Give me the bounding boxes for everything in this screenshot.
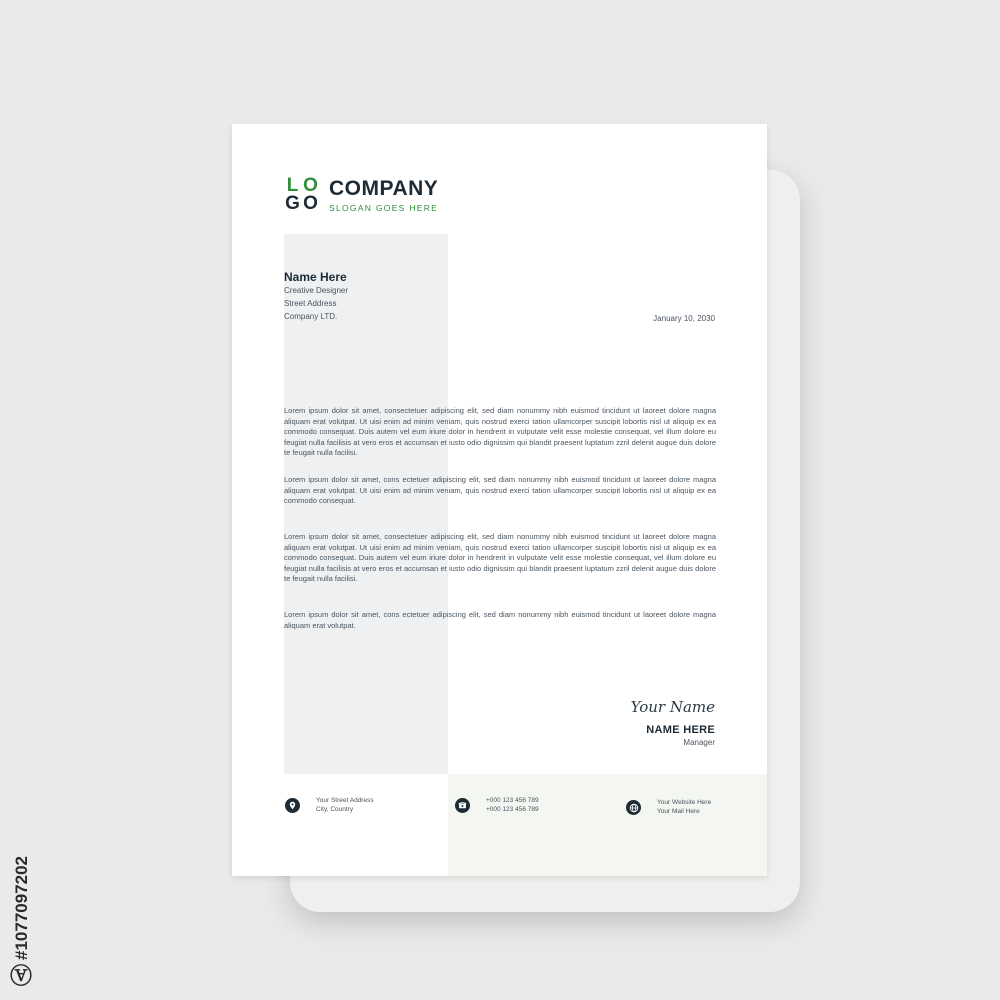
body-paragraph: Lorem ipsum dolor sit amet, cons ectetuer adipiscing elit, sed diam nonummy nibh euismod tincidunt ut laoreet dolore magna aliquam erat volutpat. Ut uisi enim ad minim veniam, quis nostrud exerci tation ullamcorper suscipit lobortis nisl ut aliquip ex ea commodo consequat. <box>284 475 716 506</box>
recipient-company: Company LTD. <box>284 312 338 321</box>
company-name: COMPANY <box>329 177 439 200</box>
phone-icon <box>455 798 470 813</box>
globe-icon <box>626 800 641 815</box>
footer-phone-line: +000 123 456 789 <box>486 805 539 813</box>
body-paragraph: Lorem ipsum dolor sit amet, consectetuer adipiscing elit, sed diam nonummy nibh euismod tincidunt ut laoreet dolore magna aliquam erat volutpat. Ut uisi enim ad minim veniam, quis nostrud exerci tation ullamcorper suscipit lobortis nisl ut aliquip ex ea commodo consequat. Duis autem vel eum iriure dolor in hendrerit in vulputate velit esse molestie consequat, vel illum dolore eu feugiat nulla facilisis at vero eros et accumsan et iusto odio dignissim qui blandit praesent luptatum zzril delenit augue duis dolore te feugait nulla facilisi. <box>284 406 716 458</box>
company-logo <box>284 177 320 213</box>
stock-brand-logo: Ⓐ <box>9 964 35 986</box>
letter-date: January 10, 2030 <box>653 314 715 323</box>
footer-web <box>657 799 711 816</box>
footer-web-line: Your Mail Here <box>657 807 700 815</box>
stock-watermark-id <box>9 751 35 986</box>
letterhead-sheet <box>232 124 767 876</box>
logo-letter: L <box>286 175 299 196</box>
logo-letter: G <box>285 193 300 214</box>
stock-image-id: #1077097202 <box>12 855 31 960</box>
location-pin-icon <box>285 798 300 813</box>
footer-panel-right <box>448 774 767 876</box>
body-paragraph: Lorem ipsum dolor sit amet, consectetuer adipiscing elit, sed diam nonummy nibh euismod tincidunt ut laoreet dolore magna aliquam erat volutpat. Ut uisi enim ad minim veniam, quis nostrud exerci tation ullamcorper suscipit lobortis nisl ut aliquip ex ea commodo consequat. Duis autem vel eum iriure dolor in hendrerit in vulputate velit esse molestie consequat, vel illum dolore eu feugiat nulla facilisis at vero eros et accumsan et iusto odio dignissim qui blandit praesent luptatum zzril delenit augue duis dolore te feugait nulla facilisi. <box>284 532 716 584</box>
footer-phone <box>486 797 539 814</box>
recipient-title: Creative Designer <box>284 286 349 295</box>
signature-script: Your Name <box>630 698 715 716</box>
footer-panel-left <box>232 774 448 876</box>
logo-letter: O <box>303 175 318 196</box>
company-slogan: SLOGAN GOES HERE <box>329 203 439 213</box>
recipient-street: Street Address <box>284 299 337 308</box>
footer-address-line: City, Country <box>316 805 354 813</box>
recipient-name: Name Here <box>284 270 347 284</box>
logo-letter: O <box>303 193 318 214</box>
footer-web-line: Your Website Here <box>657 799 712 806</box>
signature-name: NAME HERE <box>646 724 715 736</box>
signature-role: Manager <box>683 738 715 747</box>
footer-address <box>316 797 374 814</box>
footer-phone-line: +000 123 456 789 <box>486 797 539 804</box>
body-paragraph: Lorem ipsum dolor sit amet, cons ectetuer adipiscing elit, sed diam nonummy nibh euismod tincidunt ut laoreet dolore magna aliquam erat volutpat. <box>284 610 716 630</box>
footer-address-line: Your Street Address <box>316 797 374 804</box>
